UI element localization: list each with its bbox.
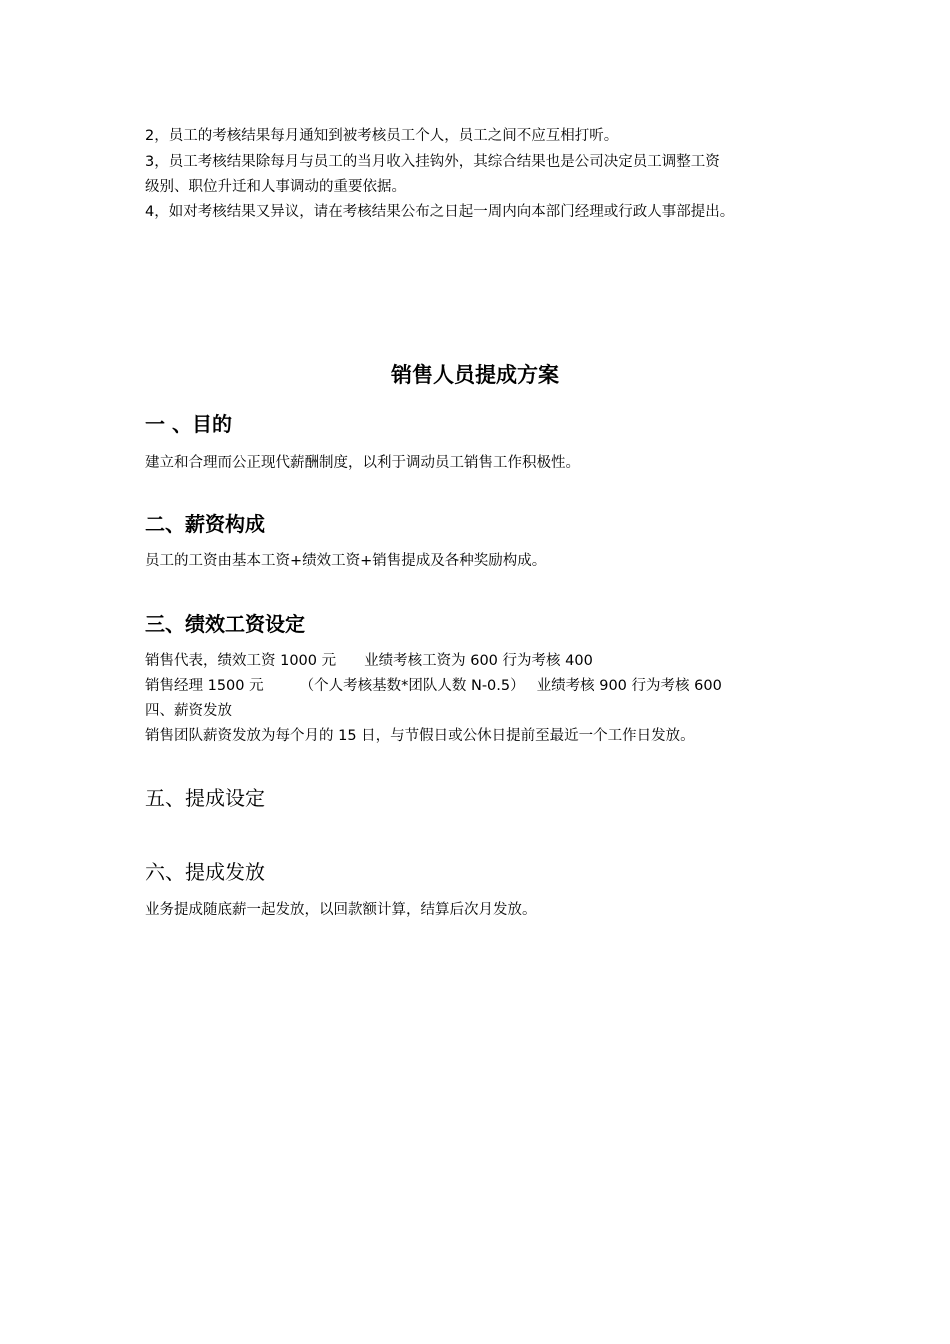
rep-assessment-text: 业绩考核工资为 600 行为考核 400: [364, 653, 593, 669]
section-heading-performance-pay: 三、绩效工资设定: [145, 612, 305, 636]
list-item-3-continued: 级别、职位升迁和人事调动的重要依据。: [145, 179, 406, 195]
list-item-3: 3，员工考核结果除每月与员工的当月收入挂钩外，其综合结果也是公司决定员工调整工资: [145, 154, 720, 170]
rep-pay-text: 销售代表，绩效工资 1000 元: [145, 653, 337, 669]
section-body-purpose: 建立和合理而公正现代薪酬制度，以利于调动员工销售工作积极性。: [145, 455, 580, 471]
section-body-salary-structure: 员工的工资由基本工资+绩效工资+销售提成及各种奖励构成。: [145, 553, 547, 569]
list-item-2: 2，员工的考核结果每月通知到被考核员工个人，员工之间不应互相打听。: [145, 128, 619, 144]
performance-pay-line-rep: [145, 651, 593, 671]
performance-pay-line-manager: [145, 676, 722, 696]
section-heading-salary-payment: 四、薪资发放: [145, 703, 232, 719]
manager-formula-text: （个人考核基数*团队人数 N-0.5）: [299, 678, 525, 694]
manager-assessment-text: 业绩考核 900 行为考核 600: [536, 678, 722, 694]
section-body-commission-payment: 业务提成随底薪一起发放，以回款额计算，结算后次月发放。: [145, 902, 537, 918]
list-item-4: 4，如对考核结果又异议，请在考核结果公布之日起一周内向本部门经理或行政人事部提出。: [145, 204, 735, 220]
section-body-salary-payment: 销售团队薪资发放为每个月的 15 日，与节假日或公休日提前至最近一个工作日发放。: [145, 728, 695, 744]
section-heading-commission-setting: 五、提成设定: [145, 786, 265, 810]
section-heading-commission-payment: 六、提成发放: [145, 860, 265, 884]
section-heading-purpose: 一 、目的: [145, 412, 232, 436]
document-title: 销售人员提成方案: [391, 363, 559, 387]
manager-pay-text: 销售经理 1500 元: [145, 678, 264, 694]
section-heading-salary-structure: 二、薪资构成: [145, 512, 265, 536]
